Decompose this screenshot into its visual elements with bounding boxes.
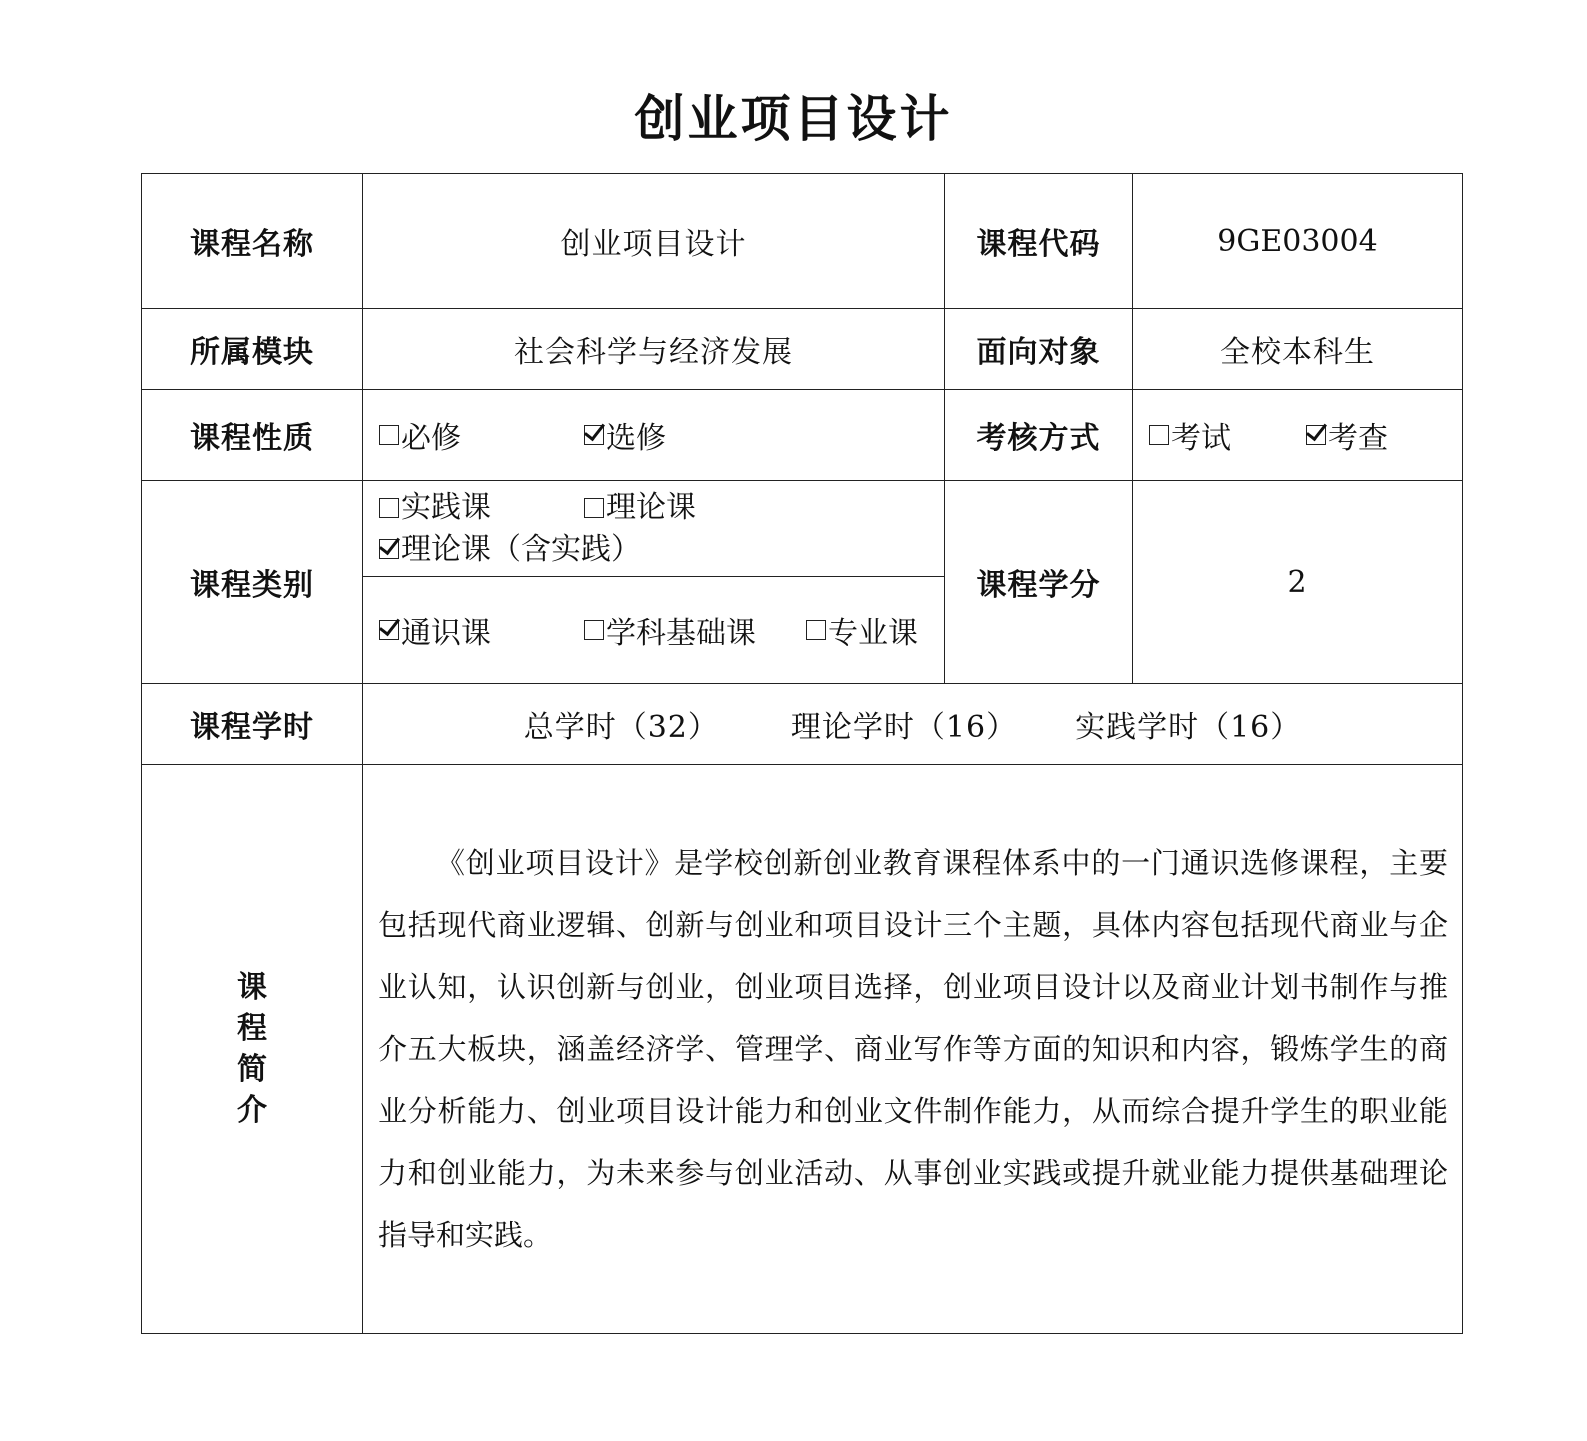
checkbox-required[interactable]: [379, 425, 399, 445]
option-general-course-label: 通识课: [401, 616, 491, 651]
category-label: 课程类别: [142, 481, 363, 684]
option-check[interactable]: [1306, 413, 1388, 457]
option-elective[interactable]: [584, 413, 666, 457]
theory-hours: 理论学时（16）: [790, 710, 1018, 745]
option-discipline-foundation[interactable]: [584, 608, 806, 652]
checkbox-elective[interactable]: [584, 425, 604, 445]
total-hours: 总学时（32）: [523, 710, 719, 745]
row-course-name: [142, 174, 1463, 309]
audience-value: 全校本科生: [1133, 309, 1463, 390]
module-label: 所属模块: [142, 309, 363, 390]
checkbox-major-course[interactable]: [806, 620, 826, 640]
checkbox-check[interactable]: [1306, 425, 1326, 445]
intro-label-char-4: 介: [237, 1093, 267, 1128]
option-check-label: 考查: [1328, 421, 1388, 456]
category-scope-options: [363, 576, 944, 683]
course-name-value: 创业项目设计: [363, 174, 945, 309]
option-theory-with-practice-label: 理论课（含实践）: [401, 531, 641, 567]
option-theory-course-label: 理论课: [606, 490, 696, 525]
row-intro: [142, 765, 1463, 1334]
credit-label: 课程学分: [945, 481, 1133, 684]
intro-label-char-3: 简: [237, 1052, 267, 1087]
assessment-label: 考核方式: [945, 390, 1133, 481]
option-practice-course-label: 实践课: [401, 490, 491, 525]
course-code-value: 9GE03004: [1133, 174, 1463, 309]
option-exam[interactable]: [1149, 413, 1306, 457]
option-elective-label: 选修: [606, 421, 666, 456]
option-major-course-label: 专业课: [828, 616, 918, 651]
intro-label-char-1: 课: [237, 970, 267, 1005]
row-module: [142, 309, 1463, 390]
hours-values: [363, 684, 1463, 765]
row-category: [142, 481, 1463, 684]
option-general-course[interactable]: [379, 608, 584, 652]
course-code-label: 课程代码: [945, 174, 1133, 309]
intro-label-char-2: 程: [237, 1011, 267, 1046]
checkbox-discipline-foundation[interactable]: [584, 620, 604, 640]
module-value: 社会科学与经济发展: [363, 309, 945, 390]
nature-label: 课程性质: [142, 390, 363, 481]
checkbox-practice-course[interactable]: [379, 498, 399, 518]
checkbox-theory-with-practice[interactable]: [379, 539, 399, 559]
intro-label: [142, 765, 363, 1334]
option-discipline-foundation-label: 学科基础课: [606, 616, 756, 651]
nature-options: [363, 390, 945, 481]
option-exam-label: 考试: [1171, 421, 1231, 456]
checkbox-exam[interactable]: [1149, 425, 1169, 445]
practice-hours: 实践学时（16）: [1075, 710, 1302, 745]
checkbox-theory-course[interactable]: [584, 498, 604, 518]
option-practice-course[interactable]: [379, 487, 584, 528]
option-theory-course[interactable]: [584, 487, 696, 528]
row-nature: [142, 390, 1463, 481]
row-hours: [142, 684, 1463, 765]
option-required[interactable]: [379, 413, 584, 457]
intro-text: 《创业项目设计》是学校创新创业教育课程体系中的一门通识选修课程，主要包括现代商业逻辑、创新与创业和项目设计三个主题，具体内容包括现代商业与企业认知，认识创新与创业，创业项目选择，创业项目设计以及商业计划书制作与推介五大板块，涵盖经济学、管理学、商业写作等方面的知识和内容，锻炼学生的商业分析能力、创业项目设计能力和创业文件制作能力，从而综合提升学生的职业能力和创业能力，为未来参与创业活动、从事创业实践或提升就业能力提供基础理论指导和实践。: [363, 765, 1463, 1334]
category-type-options: [363, 481, 944, 570]
option-theory-with-practice[interactable]: [379, 529, 641, 570]
option-major-course[interactable]: [806, 608, 918, 652]
course-name-label: 课程名称: [142, 174, 363, 309]
credit-value: 2: [1133, 481, 1463, 684]
audience-label: 面向对象: [945, 309, 1133, 390]
assessment-options: [1133, 390, 1463, 481]
checkbox-general-course[interactable]: [379, 620, 399, 640]
category-options-cell: [363, 481, 945, 684]
option-required-label: 必修: [401, 421, 461, 456]
hours-label: 课程学时: [142, 684, 363, 765]
course-info-table: [141, 173, 1463, 1334]
document-title: 创业项目设计: [634, 90, 953, 148]
